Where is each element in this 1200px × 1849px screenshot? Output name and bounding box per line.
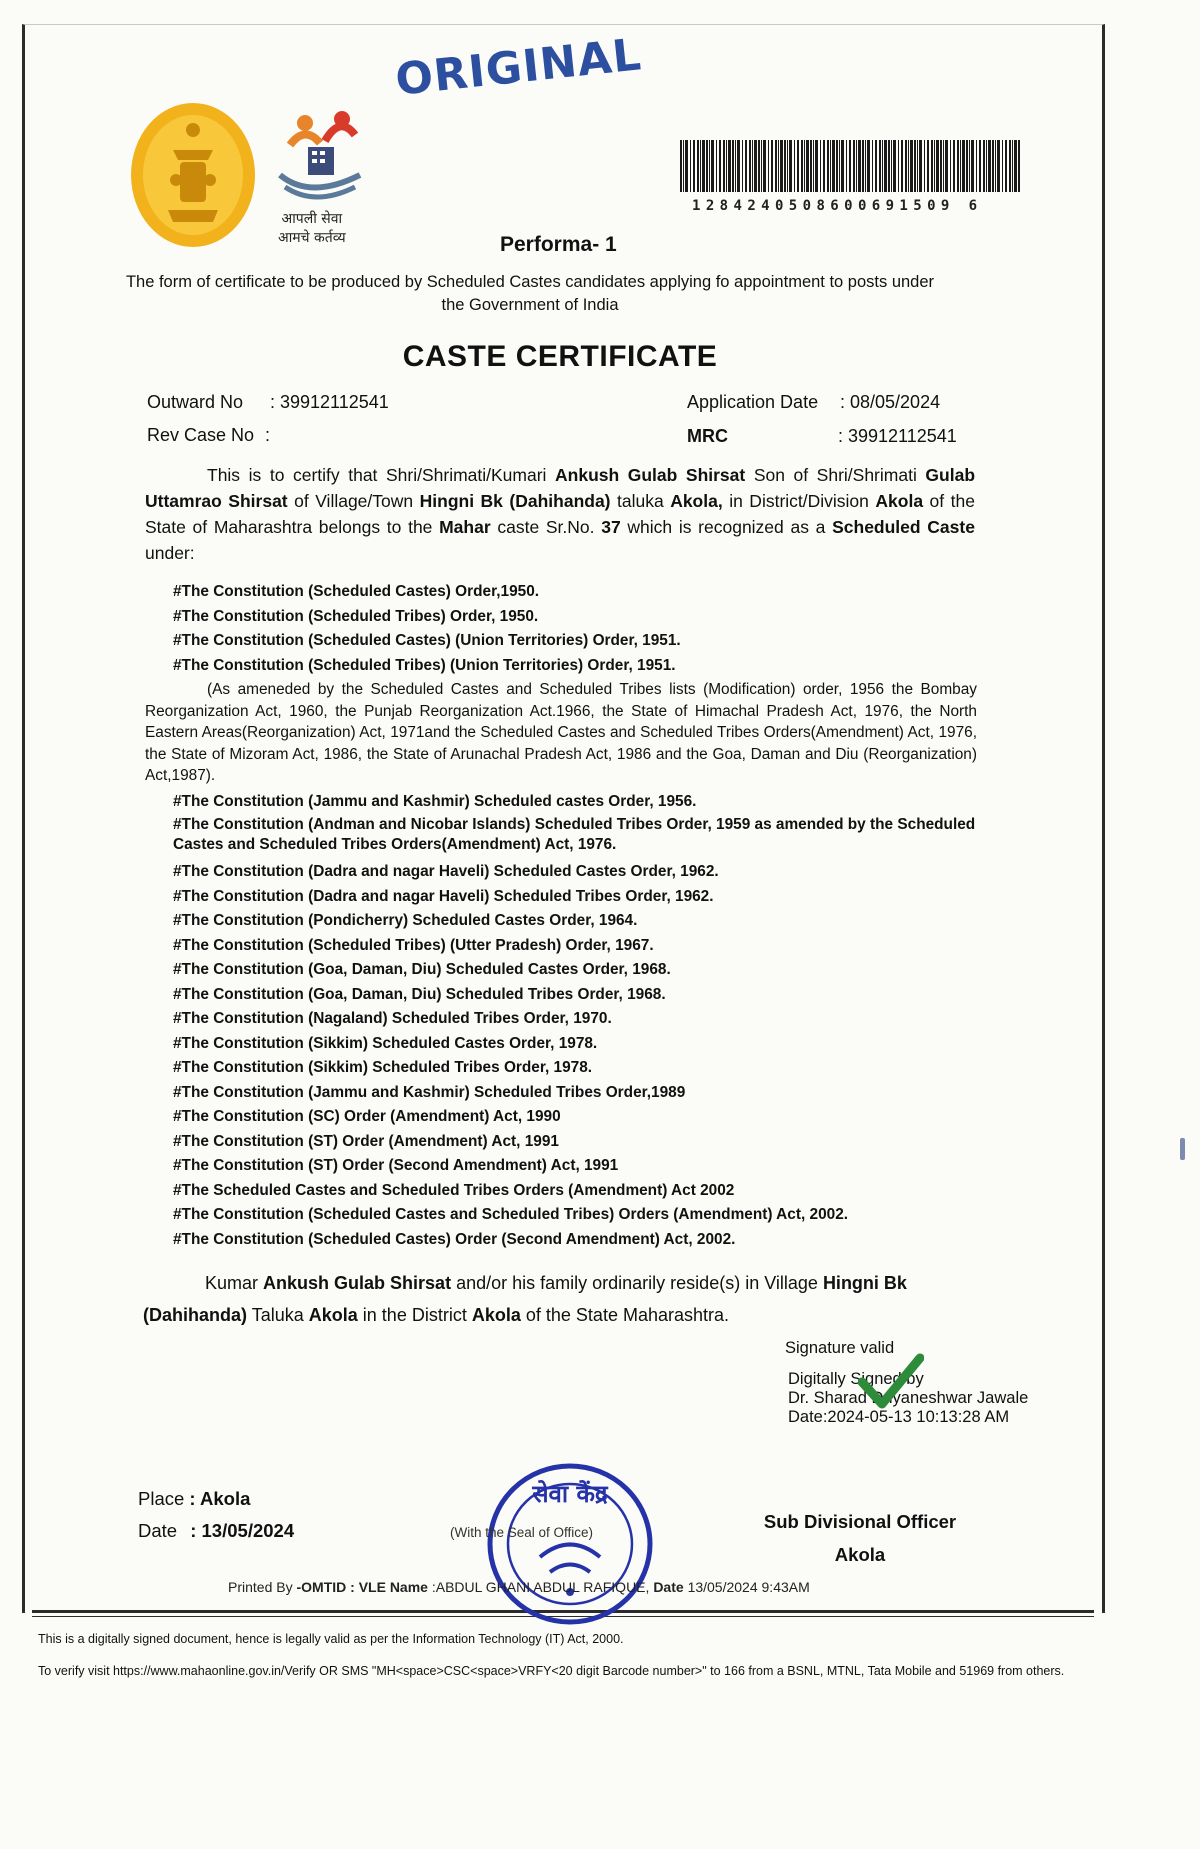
form-intro: The form of certificate to be produced by Scheduled Castes candidates applying fo appointment to posts under the Government of India (125, 273, 935, 314)
barcode-bar (1014, 140, 1017, 192)
barcode-bar (846, 140, 847, 192)
list-item: #The Constitution (Nagaland) Scheduled Tribes Order, 1970. (173, 1010, 612, 1027)
barcode-bar (862, 140, 864, 192)
barcode (680, 140, 1020, 192)
barcode-bar (945, 140, 948, 192)
barcode-bar (728, 140, 731, 192)
barcode-bar (794, 140, 795, 192)
barcode-bar (784, 140, 786, 192)
barcode-bar (780, 140, 783, 192)
barcode-bar (719, 140, 721, 192)
barcode-bar (732, 140, 734, 192)
place-field: Place : Akola (138, 1488, 251, 1509)
barcode-bar (988, 140, 991, 192)
list-item: #The Constitution (Pondicherry) Scheduled Castes Order, 1964. (173, 912, 638, 929)
legal-validity-note: This is a digitally signed document, hence is legally valid as per the Information Technology (IT) Act, 2000. (38, 1632, 624, 1646)
list-item: #The Constitution (Scheduled Castes and Scheduled Tribes) Orders (Amendment) Act, 2002. (173, 1206, 849, 1223)
barcode-bar (940, 140, 942, 192)
mrc-label: MRC (687, 426, 728, 446)
with-seal-text: (With the Seal of Office) (450, 1525, 594, 1540)
barcode-bar (934, 140, 935, 192)
barcode-bar (723, 140, 725, 192)
barcode-bar (995, 140, 996, 192)
barcode-bar (789, 140, 792, 192)
barcode-bar (685, 140, 688, 192)
barcode-bar (749, 140, 751, 192)
barcode-bar (893, 140, 896, 192)
barcode-bar (841, 140, 844, 192)
signature-valid-label: Signature valid (785, 1339, 895, 1357)
barcode-bar (693, 140, 695, 192)
barcode-bar (891, 140, 892, 192)
list-item: #The Constitution (Scheduled Castes) (Union Territories) Order, 1951. (173, 632, 681, 649)
barcode-bar (758, 140, 760, 192)
barcode-bar (924, 140, 925, 192)
svg-text:सेवा केंद्र: सेवा केंद्र (532, 1480, 608, 1508)
barcode-bar (853, 140, 855, 192)
barcode-bar (849, 140, 851, 192)
barcode-bar (737, 140, 740, 192)
barcode-bar (839, 140, 840, 192)
barcode-bar (858, 140, 861, 192)
date-field: Date : 13/05/2024 (138, 1520, 295, 1541)
rev-case-value: : (265, 425, 271, 445)
barcode-bar (966, 140, 968, 192)
barcode-bar (763, 140, 766, 192)
application-date-label: Application Date (687, 392, 819, 412)
barcode-bar (960, 140, 961, 192)
amendment-note: (As ameneded by the Scheduled Castes and Scheduled Tribes lists (Modification) order, 1956 the Bombay Reorganization Act, 1960, the Punjab Reorganization Act.1966, the State of Himachal Pradesh Act, 1976, the North Eastern Areas(Reorganization) Act, 1971and the Scheduled Castes and Scheduled Tribes Orders(Amendment) Act, 1976, the State of Mizoram Act, 1986, the State of Arunachal Pradesh Act, 1986 and the Goa, Daman and Diu (Reorganization) Act,1987). (145, 681, 977, 784)
barcode-bar (771, 140, 773, 192)
barcode-bar (702, 140, 705, 192)
barcode-bar (700, 140, 701, 192)
barcode-bar (957, 140, 959, 192)
list-item: #The Constitution (Scheduled Tribes) (Union Territories) Order, 1951. (173, 656, 676, 674)
list-item: #The Scheduled Castes and Scheduled Tribes Orders (Amendment) Act 2002 (173, 1181, 735, 1199)
barcode-bar (1018, 140, 1020, 192)
father-name: Gulab Uttamrao Shirsat (145, 465, 976, 511)
barcode-bar (997, 140, 1000, 192)
barcode-bar (726, 140, 727, 192)
barcode-bar (962, 140, 965, 192)
barcode-bar (950, 140, 951, 192)
list-item: #The Constitution (Goa, Daman, Diu) Scheduled Castes Order, 1968. (173, 961, 671, 978)
list-item: #The Constitution (Andman and Nicobar Islands) Scheduled Tribes Order, 1959 as amended by the Scheduled Castes and Scheduled Tribes Orders(Amendment) Act, 1976. (173, 816, 976, 853)
barcode-bar (882, 140, 883, 192)
barcode-bar (867, 140, 870, 192)
barcode-bar (706, 140, 708, 192)
barcode-bar (836, 140, 838, 192)
barcode-bar (879, 140, 881, 192)
barcode-bar (742, 140, 743, 192)
barcode-bar (983, 140, 985, 192)
barcode-bar (936, 140, 939, 192)
list-item: #The Constitution (Scheduled Tribes) (Utter Pradesh) Order, 1967. (173, 936, 654, 954)
list-item: #The Constitution (Dadra and nagar Haveli) Scheduled Castes Order, 1962. (173, 863, 719, 880)
barcode-bar (683, 140, 684, 192)
barcode-bar (752, 140, 753, 192)
list-item: #The Constitution (Scheduled Tribes) Order, 1950. (173, 607, 539, 625)
certify-paragraph: This is to certify that Shri/Shrimati/Kumari Ankush Gulab Shirsat Son of Shri/Shrimati Gulab Uttamrao Shirsat of Village/Town Hingni Bk (Dahihanda) taluka Akola, in District/Division Akola of the State of Maharashtra belongs to the Mahar caste Sr.No. 37 which is recognized as a Scheduled Caste under: (145, 465, 976, 563)
barcode-bar (735, 140, 736, 192)
caste-name: Mahar (439, 517, 491, 537)
barcode-number: 1284240508600691509 6 (692, 198, 983, 214)
barcode-bar (917, 140, 918, 192)
barcode-bar (815, 140, 818, 192)
barcode-bar (1005, 140, 1007, 192)
barcode-bar (875, 140, 877, 192)
applicant-name: Ankush Gulab Shirsat (555, 465, 746, 485)
barcode-bar (1009, 140, 1011, 192)
barcode-bar (1012, 140, 1013, 192)
barcode-bar (801, 140, 803, 192)
barcode-bar (908, 140, 909, 192)
village-name: Hingni Bk (Dahihanda) (419, 491, 611, 511)
barcode-bar (823, 140, 825, 192)
list-item: #The Constitution (Scheduled Castes) Order,1950. (173, 583, 540, 600)
rev-case-label: Rev Case No (147, 425, 255, 445)
residence-paragraph: Kumar Ankush Gulab Shirsat and/or his family ordinarily reside(s) in Village Hingni Bk (Dahihanda) Taluka Akola in the District Akola of the State Maharashtra. (143, 1273, 907, 1325)
barcode-bar (953, 140, 955, 192)
list-item: #The Constitution (Dadra and nagar Haveli) Scheduled Tribes Order, 1962. (173, 887, 714, 905)
outward-no-label: Outward No (147, 392, 244, 412)
barcode-bar (979, 140, 981, 192)
barcode-bar (690, 140, 691, 192)
barcode-bar (806, 140, 809, 192)
barcode-bar (856, 140, 857, 192)
barcode-bar (797, 140, 799, 192)
barcode-bar (901, 140, 903, 192)
list-item: #The Constitution (Jammu and Kashmir) Scheduled Tribes Order,1989 (173, 1083, 686, 1101)
office-seal-stamp (470, 1462, 670, 1627)
barcode-bar (810, 140, 812, 192)
barcode-bar (884, 140, 887, 192)
barcode-bar (910, 140, 913, 192)
barcode-bar (888, 140, 890, 192)
verification-note: To verify visit https://www.mahaonline.gov.in/Verify OR SMS "MH<space>CSC<space>VRFY<20 digit Barcode number>" to 166 from a BSNL, MTNL, Tata Mobile and 51969 from others. (38, 1664, 1065, 1678)
barcode-bar (832, 140, 835, 192)
barcode-bar (775, 140, 777, 192)
barcode-bar (754, 140, 757, 192)
barcode-bar (919, 140, 922, 192)
barcode-bar (820, 140, 821, 192)
application-date-value: : 08/05/2024 (840, 392, 941, 412)
barcode-bar (969, 140, 970, 192)
barcode-bar (865, 140, 866, 192)
aapli-seva-logo-icon (270, 105, 370, 215)
barcode-bar (709, 140, 710, 192)
barcode-bar (768, 140, 769, 192)
list-item: #The Constitution (ST) Order (Amendment) Act, 1991 (173, 1132, 559, 1150)
caste-category: Scheduled Caste (832, 517, 975, 537)
barcode-bar (813, 140, 814, 192)
maharashtra-emblem-icon (128, 100, 258, 250)
barcode-bar (914, 140, 916, 192)
barcode-bar (761, 140, 762, 192)
barcode-bar (931, 140, 933, 192)
barcode-bar (943, 140, 944, 192)
outward-no-value: : 39912112541 (270, 392, 389, 412)
barcode-bar (927, 140, 929, 192)
list-item: #The Constitution (ST) Order (Second Amendment) Act, 1991 (173, 1157, 619, 1174)
barcode-bar (976, 140, 977, 192)
barcode-bar (778, 140, 779, 192)
barcode-bar (905, 140, 907, 192)
barcode-bar (986, 140, 987, 192)
barcode-bar (787, 140, 788, 192)
barcode-bar (711, 140, 714, 192)
list-item: #The Constitution (Jammu and Kashmir) Scheduled castes Order, 1956. (173, 793, 697, 810)
barcode-bar (716, 140, 717, 192)
signature-check-icon (858, 1352, 924, 1410)
list-item: #The Constitution (Scheduled Castes) Order (Second Amendment) Act, 2002. (173, 1230, 736, 1248)
performa-label: Performa- 1 (500, 233, 617, 256)
page-title: CASTE CERTIFICATE (402, 340, 718, 373)
barcode-bar (971, 140, 974, 192)
barcode-bar (697, 140, 699, 192)
list-item: #The Constitution (Goa, Daman, Diu) Scheduled Tribes Order, 1968. (173, 985, 666, 1003)
barcode-bar (745, 140, 747, 192)
list-item: #The Constitution (Sikkim) Scheduled Tribes Order, 1978. (173, 1059, 593, 1076)
list-item: #The Constitution (Sikkim) Scheduled Castes Order, 1978. (173, 1034, 598, 1052)
barcode-bar (1002, 140, 1003, 192)
printed-by-line: Printed By -OMTID : VLE Name :ABDUL GHANI ABDUL RAFIQUE, Date 13/05/2024 9:43AM (228, 1579, 810, 1595)
mrc-value: : 39912112541 (838, 426, 957, 446)
digital-signature-block: Digitally Signed by Dr. Sharad Dnyaneshwar Jawale Date:2024-05-13 10:13:28 AM (788, 1370, 1029, 1426)
scan-mark (1180, 1138, 1185, 1160)
barcode-bar (680, 140, 682, 192)
barcode-bar (804, 140, 805, 192)
seva-tagline: आपली सेवा आमचे कर्तव्य (278, 211, 346, 246)
signing-officer: Sub Divisional Officer Akola (763, 1511, 957, 1565)
barcode-bar (992, 140, 994, 192)
original-stamp: ORIGINAL (393, 29, 645, 106)
barcode-bar (827, 140, 829, 192)
barcode-bar (898, 140, 899, 192)
barcode-bar (830, 140, 831, 192)
barcode-bar (872, 140, 873, 192)
list-item: #The Constitution (SC) Order (Amendment) Act, 1990 (173, 1108, 561, 1125)
